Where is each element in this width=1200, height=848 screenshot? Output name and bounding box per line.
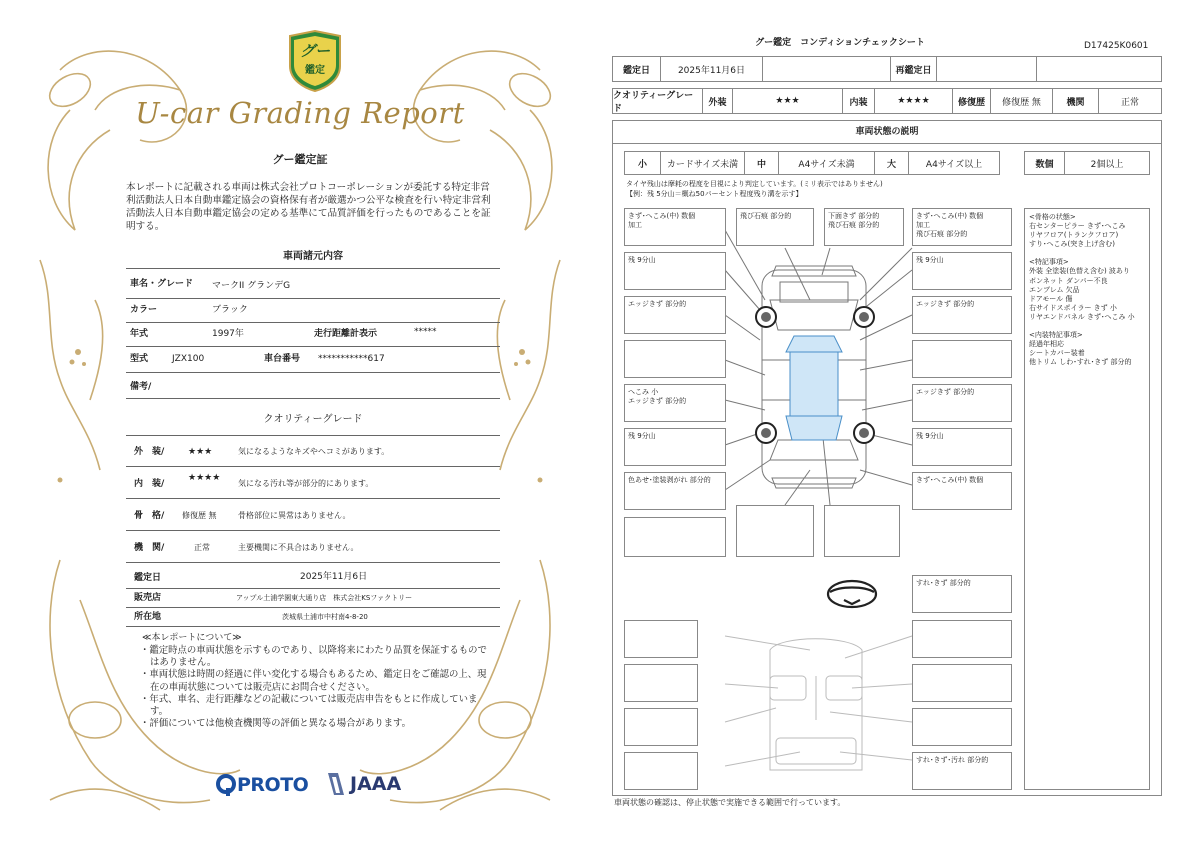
grade-desc: 骨格部位に異常はありません。 [238,511,351,520]
proto-logo [216,772,308,798]
specs-title: 車両諸元内容 [283,251,343,262]
grade-value: ★★★★ [188,473,221,483]
line [126,322,500,323]
line [126,298,500,299]
jaaa-text: JAAA [350,773,402,795]
note-box-bonnet: 飛び石痕 部分的 [736,208,814,246]
count-desc: 2個以上 [1090,159,1124,170]
ext-value: ★★★ [733,89,843,113]
redate-label: 再鑑定日 [891,57,937,81]
side-note-line: 右サイドスポイラー きず 小 [1029,303,1117,312]
line [126,588,500,589]
side-notes [1024,208,1150,790]
name-label: 車名・グレード [130,279,194,289]
date-label: 鑑定日 [134,573,162,583]
notice-item: ・車両状態は時間の経過に伴い変化する場合もあるため、鑑定日をご確認の上、現在の車両状態については販売店にお問合せください。 [140,669,487,693]
grade-desc: 気になる汚れ等が部分的にあります。 [238,479,374,488]
line [126,607,500,608]
right-check-sheet [600,0,1200,848]
mileage-label: 走行距離計表示 [314,329,378,339]
grade-value: 正常 [194,543,210,552]
count-label: 数個 [1025,152,1065,174]
addr-label: 所在地 [134,612,162,622]
note-box-empty [624,340,726,378]
proto-mark-icon [216,774,236,796]
side-note-line: すり･へこみ(突き上げ含む) [1029,240,1115,249]
date-value: 2025年11月6日 [300,572,368,582]
tire-note-2: 【例：残 5分山＝概ね50パーセント程度残り溝を示す】 [626,190,803,198]
note-box-rear-left: 色あせ･塗装剥がれ 部分的 [624,472,726,510]
badge-text-1: グー [299,42,330,60]
size-small-desc: カードサイズ未満 [661,152,745,174]
note-box-empty [736,505,814,557]
repair-value: 修復歴 無 [991,89,1053,113]
sheet-title: グー鑑定 コンディションチェックシート [755,38,925,48]
model-label: 型式 [130,354,149,364]
jaaa-logo [326,770,401,798]
side-note-line: ボンネット ダンパー不良 [1029,276,1108,285]
notice-title: ≪本レポートについて≫ [142,633,242,643]
size-mid-desc: A4サイズ未満 [779,152,875,174]
side-note-line: 他トリム しわ･すれ･きず 部分的 [1029,358,1132,367]
grade-row [126,440,500,462]
int-value: ★★★★ [875,89,953,113]
note-box-front-right: きず･へこみ(中) 数個 加工 飛び石痕 部分的 [912,208,1012,246]
note-box-empty [624,752,698,790]
chassis-label: 車台番号 [264,354,301,364]
proto-text: PROTO [237,774,309,796]
section-title: 車両状態の説明 [855,127,919,137]
note-box-empty [912,620,1012,658]
note-box-tire-fr: 残 9分山 [912,252,1012,290]
name-value: マークII グランデG [212,281,291,291]
notice-item: ・評価については他検査機関等の評価と異なる場合があります。 [140,718,411,730]
side-note-line: リヤエンドパネル きず･へこみ 小 [1029,312,1135,321]
line [126,498,500,499]
notes-label: 備考/ [130,382,152,392]
notice-list [140,645,490,731]
shop-label: 販売店 [134,593,162,603]
note-box-empty [624,664,698,702]
side-note-line: 経過年相応 [1029,340,1064,349]
note-box-empty [912,708,1012,746]
grade-row [126,504,500,526]
grade-value: 修復歴 無 [182,511,217,520]
note-box-empty [912,664,1012,702]
notice-item: ・年式、車名、走行距離などの記載については販売店申告をもとに作成しています。 [140,693,478,718]
note-box-steering: すれ･きず 部分的 [912,575,1012,613]
note-box-empty [624,620,698,658]
script-title: U-car Grading Report [135,96,465,130]
note-box-rear-right: きず･へこみ(中) 数個 [912,472,1012,510]
note-box-tire-rr: 残 9分山 [912,428,1012,466]
tire-note-1: タイヤ残山は摩耗の程度を目視により判定しています。(ミリ表示ではありません) [626,180,883,188]
notice-item: ・鑑定時点の車両状態を示すものであり、以降将来にわたり品質を保証するものではありません。 [140,645,487,669]
side-note-line: ドアモール 傷 [1029,294,1073,303]
note-box-left-door: へこみ 小 エッジきず 部分的 [624,384,726,422]
line [126,562,500,563]
grade-label: 骨 格/ [134,511,165,521]
note-box-empty [624,708,698,746]
side-note-line [1029,322,1145,331]
size-large: 大 [875,152,909,174]
engine-label: 機関 [1053,89,1099,113]
ext-label: 外装 [703,89,733,113]
note-box-front-under: 下面きず 部分的 飛び石痕 部分的 [824,208,904,246]
repair-label: 修復歴 [953,89,991,113]
grade-row [126,472,500,494]
grade-desc: 気になるようなキズやヘコミがあります。 [238,447,390,456]
line [126,466,500,467]
note-box-left-fender: エッジきず 部分的 [624,296,726,334]
line [126,372,500,373]
goo-badge [286,30,344,92]
note-box-right-door: エッジきず 部分的 [912,384,1012,422]
side-note-line: 右センターピラー きず･へこみ [1029,222,1126,231]
shop-value: アップル土浦学園東大通り店 株式会社KSファクトリー [236,594,413,602]
badge-text-2: 鑑定 [305,65,325,76]
year-label: 年式 [130,329,149,339]
mileage-value: ***** [414,327,437,337]
note-box-empty [824,505,900,557]
color-label: カラー [130,305,158,315]
grade-label: 外 装/ [134,447,165,457]
footer-note: 車両状態の確認は、停止状態で実施できる範囲で行っています。 [614,798,846,807]
grade-label: 機 関/ [134,543,165,553]
date-label: 鑑定日 [613,57,661,81]
grade-title: クオリティーグレード [263,414,363,425]
color-value: ブラック [212,305,248,315]
note-box-tire-rl: 残 9分山 [624,428,726,466]
doc-id: D17425K0601 [1084,41,1149,51]
line [126,435,500,436]
grade-value: ★★★ [188,447,213,457]
addr-value: 茨城県土浦市中村南4-8-20 [282,613,368,621]
note-box-empty [912,340,1012,378]
grade-label: 内 装/ [134,479,165,489]
side-note-line: リヤフロア(トランクフロア) [1029,231,1119,240]
note-box-seat: すれ･きず･汚れ 部分的 [912,752,1012,790]
note-box-right-fender: エッジきず 部分的 [912,296,1012,334]
note-box-empty [624,517,726,557]
line [126,268,500,269]
engine-value: 正常 [1120,97,1139,108]
side-note-line: <特記事項> [1029,258,1069,267]
grade-label: クオリティーグレード [613,89,703,113]
side-note-line: <内装特記事項> [1029,331,1083,340]
grade-row [126,536,500,558]
size-mid: 中 [745,152,779,174]
side-note-line: エンブレム 欠品 [1029,285,1080,294]
int-label: 内装 [843,89,875,113]
line [126,398,500,399]
side-note-line: <骨格の状態> [1029,213,1076,221]
chassis-value: ***********617 [318,354,385,364]
line [126,346,500,347]
line [126,626,500,627]
intro-text: 本レポートに記載される車両は株式会社プロトコーポレーションが委託する特定非営利活動法人日本自動車鑑定協会の資格保有者が厳選かつ公平な検査を行い特定非営利活動法人日本自動車鑑定協会の定める基準にて品質評価を行ったものであることを証明する。 [126,182,491,232]
size-large-desc: A4サイズ以上 [925,159,983,170]
model-value: JZX100 [172,354,205,364]
cert-title: グー鑑定証 [272,153,328,166]
side-note-line: シートカバー装着 [1029,349,1085,358]
size-small: 小 [625,152,661,174]
note-box-tire-fl: 残 9分山 [624,252,726,290]
date-value: 2025年11月6日 [661,57,763,81]
grade-desc: 主要機関に不具合はありません。 [238,543,359,552]
side-note-line: 外装 全塗装(色替え含む) 波あり [1029,267,1130,276]
line [126,530,500,531]
year-value: 1997年 [212,329,244,339]
jaaa-mark-icon [326,771,346,797]
steering-wheel-icon [828,581,876,607]
note-box-front-left: きず･へこみ(中) 数個 加工 [624,208,726,246]
